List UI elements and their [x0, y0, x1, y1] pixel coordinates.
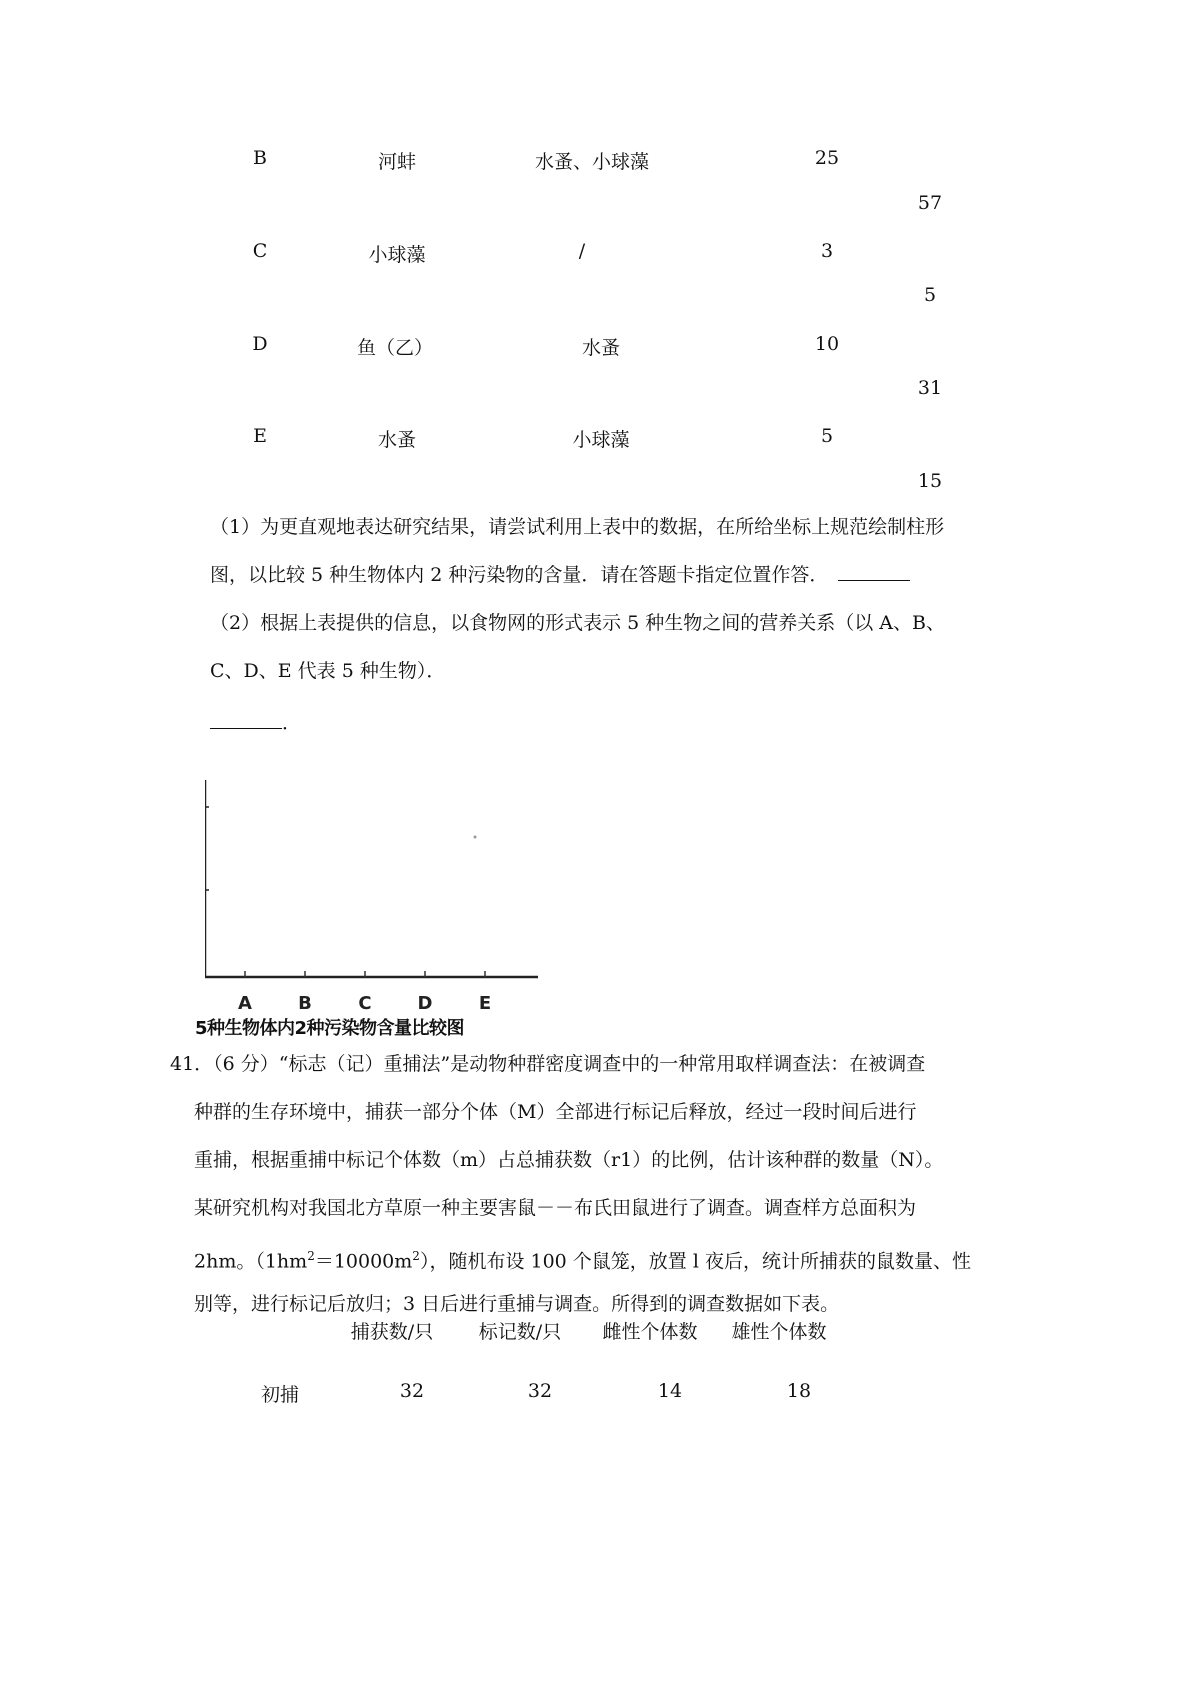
table2-cell: 18 — [786, 1380, 812, 1402]
q41-line5-b: ＝10000m — [314, 1250, 413, 1273]
q1-line2 — [210, 551, 1030, 599]
q2-line2: C、D、E 代表 5 种生物）． — [210, 660, 446, 682]
x-label-b: B — [298, 993, 312, 1014]
q41-line2: 种群的生存环境中，捕获一部分个体（M）全部进行标记后释放，经过一段时间后进行 — [194, 1101, 917, 1123]
table2-cell: 14 — [657, 1380, 683, 1402]
row-c-stomach: / — [578, 240, 586, 262]
stray-dot — [474, 836, 477, 839]
row-d-label: D — [252, 333, 268, 355]
row-b-value1: 25 — [814, 147, 840, 169]
x-label-c: C — [358, 993, 372, 1014]
answer-blank-q1[interactable] — [838, 560, 910, 581]
row-c-value1: 3 — [820, 240, 834, 262]
q41-line5-a: 2hm。（1hm — [194, 1250, 308, 1273]
q41-line5-c: ），随机布设 100 个鼠笼，放置 l 夜后，统计所捕获的鼠数量、性 — [419, 1250, 971, 1273]
q41-line5-sup1: 2 — [307, 1249, 315, 1263]
table2-header-marked: 标记数/只 — [478, 1321, 562, 1343]
q41-line3: 重捕，根据重捕中标记个体数（m）占总捕获数（r1）的比例，估计该种群的数量（N）。 — [194, 1149, 944, 1171]
table2-header-male: 雄性个体数 — [731, 1321, 827, 1343]
q1-line1: （1）为更直观地表达研究结果，请尝试利用上表中的数据，在所给坐标上规范绘制柱形 — [210, 516, 945, 538]
q41-line5 — [170, 1232, 1040, 1280]
row-b-label: B — [253, 147, 267, 169]
row-e-stomach: 小球藻 — [572, 429, 630, 451]
x-label-group — [238, 993, 491, 1014]
row-d-value1: 10 — [814, 333, 840, 355]
table2-cell: 32 — [527, 1380, 553, 1402]
q41-line5-sup2: 2 — [412, 1249, 420, 1263]
questions-block — [210, 503, 1030, 747]
x-label-e: E — [478, 993, 492, 1014]
row-b-value2: 57 — [917, 192, 943, 214]
row-c-organism: 小球藻 — [368, 244, 426, 266]
row-e-value2: 15 — [917, 470, 943, 492]
row-e-label: E — [253, 425, 267, 447]
x-label-d: D — [417, 993, 433, 1014]
chart-caption: 5种生物体内2种污染物含量比较图 — [195, 1018, 465, 1039]
row-e-organism: 水蚤 — [377, 429, 417, 451]
row-b-organism: 河蚌 — [377, 151, 417, 173]
q41-block — [170, 1040, 1040, 1328]
row-d-organism: 鱼（乙） — [356, 337, 434, 359]
q1-line2-text: 图，以比较 5 种生物体内 2 种污染物的含量．请在答题卡指定位置作答． — [210, 564, 829, 586]
answer-blank-q2[interactable] — [210, 708, 282, 729]
q41-line1: 41．（6 分）“标志（记）重捕法”是动物种群密度调查中的一种常用取样调查法：在被调查 — [170, 1053, 926, 1075]
q2-blank-suffix: ． — [282, 712, 302, 734]
row-c-label: C — [252, 240, 268, 262]
row-e-value1: 5 — [820, 425, 834, 447]
q41-line6: 别等，进行标记后放归；3 日后进行重捕与调查。所得到的调查数据如下表。 — [194, 1293, 840, 1315]
x-label-a: A — [238, 993, 252, 1014]
row-c-value2: 5 — [923, 284, 937, 306]
table2-cell: 32 — [399, 1380, 425, 1402]
table2-header-captured: 捕获数/只 — [350, 1321, 434, 1343]
q2-answer-line — [210, 699, 1030, 747]
table2-row-label: 初捕 — [260, 1384, 300, 1406]
row-d-value2: 31 — [917, 377, 943, 399]
bar-chart-axes[interactable] — [205, 780, 545, 1050]
table2-header-female: 雌性个体数 — [602, 1321, 698, 1343]
q2-line1: （2）根据上表提供的信息，以食物网的形式表示 5 种生物之间的营养关系（以 A、B、 — [210, 612, 945, 634]
q41-line4: 某研究机构对我国北方草原一种主要害鼠－－布氏田鼠进行了调查。调查样方总面积为 — [194, 1197, 917, 1219]
row-d-stomach: 水蚤 — [581, 337, 621, 359]
row-b-stomach: 水蚤、小球藻 — [534, 151, 650, 173]
